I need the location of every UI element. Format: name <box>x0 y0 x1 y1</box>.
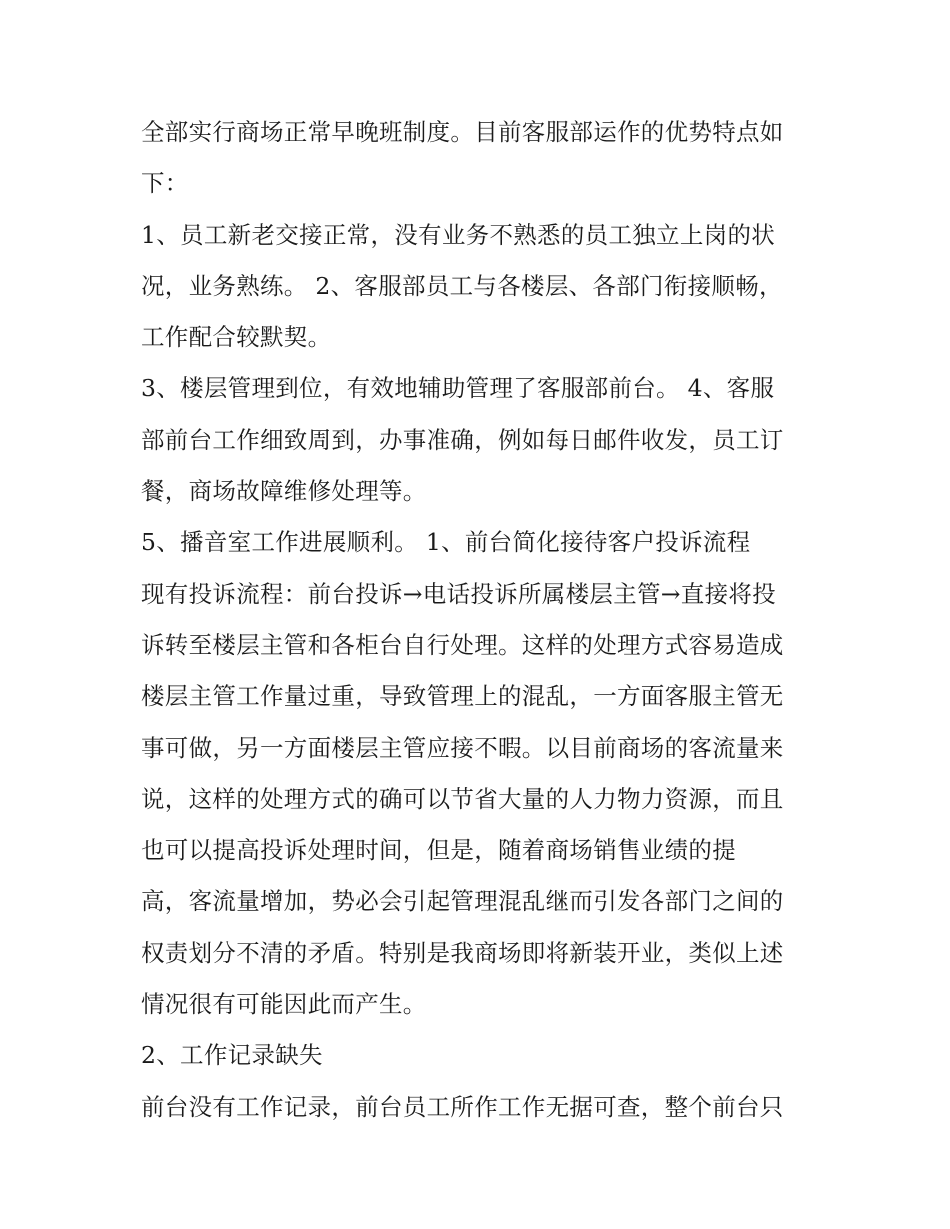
document-body <box>141 107 831 1133</box>
text-line: 工作配合较默契。 <box>141 323 332 352</box>
text-line: 2、工作记录缺失 <box>141 1041 323 1070</box>
text-line: 权责划分不清的矛盾。特别是我商场即将新装开业，类似上述 <box>141 938 784 967</box>
text-line: 情况很有可能因此而产生。 <box>141 990 427 1019</box>
text-line: 3、楼层管理到位，有效地辅助管理了客服部前台。 4、客服 <box>141 374 775 403</box>
text-line: 部前台工作细致周到，办事准确，例如每日邮件收发，员工订 <box>141 425 784 454</box>
text-line: 况，业务熟练。 2、客服部员工与各楼层、各部门衔接顺畅， <box>141 271 783 300</box>
text-line: 事可做，另一方面楼层主管应接不暇。以目前商场的客流量来 <box>141 733 784 762</box>
text-line: 也可以提高投诉处理时间，但是，随着商场销售业绩的提 <box>141 836 736 865</box>
text-line: 全部实行商场正常早晚班制度。目前客服部运作的优势特点如 <box>141 118 784 146</box>
text-line: 下： <box>141 169 189 198</box>
text-line: 现有投诉流程：前台投诉→电话投诉所属楼层主管→直接将投 <box>141 579 776 608</box>
text-line: 说，这样的处理方式的确可以节省大量的人力物力资源，而且 <box>141 784 784 813</box>
text-line: 前台没有工作记录，前台员工所作工作无据可查，整个前台只 <box>141 1092 784 1121</box>
text-line: 1、员工新老交接正常，没有业务不熟悉的员工独立上岗的状 <box>141 220 776 249</box>
text-line: 楼层主管工作量过重，导致管理上的混乱，一方面客服主管无 <box>141 682 784 711</box>
text-line: 餐，商场故障维修处理等。 <box>141 477 427 506</box>
text-line: 诉转至楼层主管和各柜台自行处理。这样的处理方式容易造成 <box>141 630 784 659</box>
text-line: 高，客流量增加，势必会引起管理混乱继而引发各部门之间的 <box>141 887 784 916</box>
text-line: 5、播音室工作进展顺利。 1、前台简化接待客户投诉流程 <box>141 528 751 557</box>
